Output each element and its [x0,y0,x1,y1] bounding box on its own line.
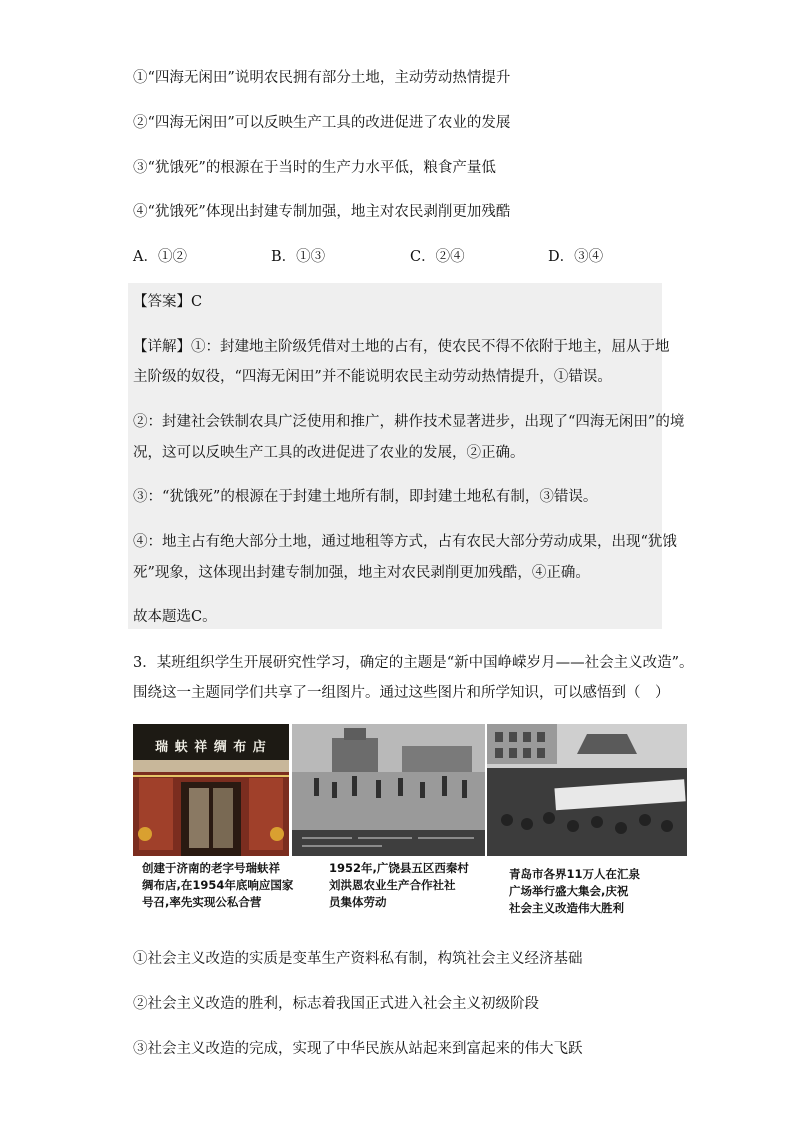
photo-caption-2 [329,860,469,911]
caption-line: 社会主义改造伟大胜利 [509,901,624,915]
photo-storefront [133,724,289,856]
statement-4: ④“犹饿死”体现出封建专制加强，地主对农民剥削更加残酷 [133,204,511,220]
caption-line: 创建于济南的老字号瑞蚨祥 [142,861,280,875]
option-d: D．③④ [548,249,604,265]
q3-statement-3: ③社会主义改造的完成，实现了中华民族从站起来到富起来的伟大飞跃 [133,1041,583,1057]
photo-caption-1 [142,860,293,911]
store-sign-text: 瑞 蚨 祥 绸 布 店 [155,740,267,755]
photo-collective-labor [292,724,485,856]
analysis-text: ③：“犹饿死”的根源在于封建土地所有制，即封建土地私有制，③错误。 [133,489,598,505]
option-b: B．①③ [271,249,326,265]
statement-3: ③“犹饿死”的根源在于当时的生产力水平低，粮食产量低 [133,160,496,176]
question-3-stem: 3．某班组织学生开展研究性学习，确定的主题是“新中国峥嵘岁月——社会主义改造”。 [133,655,694,671]
caption-line: 绸布店,在1954年底响应国家 [142,878,294,892]
caption-line: 1952年,广饶县五区西秦村 [329,861,469,875]
analysis-conclusion: 故本题选C。 [133,609,217,625]
analysis-text: ②：封建社会铁制农具广泛使用和推广，耕作技术显著进步，出现了“四海无闲田”的境 [133,414,685,430]
analysis-text: 【详解】①：封建地主阶级凭借对土地的占有，使农民不得不依附于地主，屈从于地 [133,339,670,355]
q3-statement-1: ①社会主义改造的实质是变革生产资料私有制，构筑社会主义经济基础 [133,951,583,967]
statement-2: ②“四海无闲田”可以反映生产工具的改进促进了农业的发展 [133,115,511,131]
caption-line: 员集体劳动 [329,895,387,909]
caption-line: 青岛市各界11万人在汇泉 [509,867,641,881]
caption-line: 刘洪恩农业生产合作社社 [329,878,456,892]
photo-mass-rally [487,724,687,856]
caption-line: 号召,率先实现公私合营 [142,895,262,909]
photo-caption-3 [509,866,640,917]
answer-label: 【答案】C [133,294,203,310]
analysis-text: 况，这可以反映生产工具的改进促进了农业的发展，②正确。 [133,445,525,461]
analysis-text: 死”现象，这体现出封建专制加强，地主对农民剥削更加残酷，④正确。 [133,565,590,581]
option-c: C．②④ [410,249,465,265]
caption-line: 广场举行盛大集会,庆祝 [509,884,629,898]
option-a: A．①② [133,249,187,265]
rally-image [487,724,687,856]
statement-1: ①“四海无闲田”说明农民拥有部分土地，主动劳动热情提升 [133,70,511,86]
analysis-text: ④：地主占有绝大部分土地，通过地租等方式，占有农民大部分劳动成果，出现“犹饿 [133,534,677,550]
analysis-text: 主阶级的奴役，“四海无闲田”并不能说明农民主动劳动热情提升，①错误。 [133,369,612,385]
q3-statement-2: ②社会主义改造的胜利，标志着我国正式进入社会主义初级阶段 [133,996,539,1012]
question-3-stem: 围绕这一主题同学们共享了一组图片。通过这些图片和所学知识，可以感悟到（ ） [133,685,670,701]
field-work-image [292,724,485,856]
